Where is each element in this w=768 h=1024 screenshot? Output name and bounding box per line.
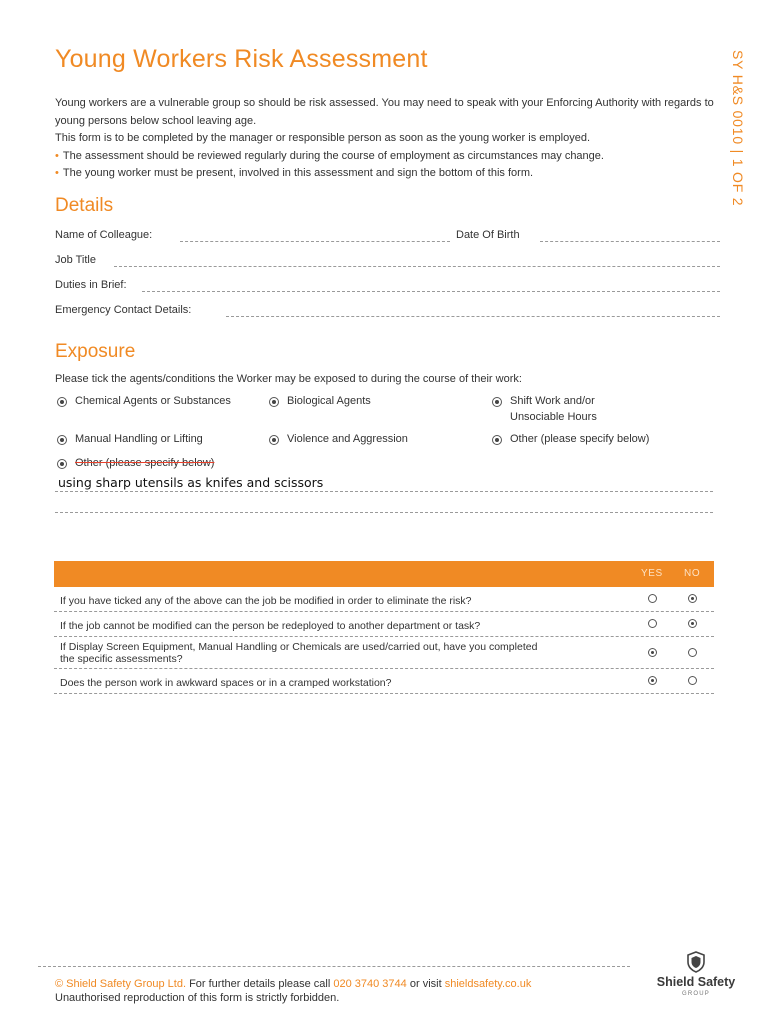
- question-2-yes-radio[interactable]: [648, 619, 657, 628]
- duties-field[interactable]: [142, 291, 720, 292]
- question-2-no-radio[interactable]: [688, 619, 697, 628]
- job-title-label: Job Title: [55, 254, 96, 266]
- question-1-yes-radio[interactable]: [648, 594, 657, 603]
- intro-line-2: This form is to be completed by the manager or responsible person as soon as the young worker is employed.: [55, 132, 590, 144]
- question-text: Does the person work in awkward spaces or in a cramped workstation?: [60, 677, 392, 689]
- intro-bullet-2: [55, 165, 715, 183]
- emergency-contact-field[interactable]: [226, 316, 720, 317]
- radio-other[interactable]: [492, 435, 502, 445]
- radio-violence-aggression[interactable]: [269, 435, 279, 445]
- exposure-heading: Exposure: [55, 341, 136, 362]
- question-row: [54, 669, 714, 694]
- document-code-text: SY H&S 0010 | 1 OF 2: [730, 50, 746, 207]
- duties-label: Duties in Brief:: [55, 279, 127, 291]
- question-row: [54, 587, 714, 612]
- radio-biological-agents[interactable]: [269, 397, 279, 407]
- questions-header: [54, 561, 714, 587]
- footer-copyright: © Shield Safety Group Ltd.: [55, 978, 187, 990]
- bullet-icon: •: [55, 149, 59, 162]
- option-other-struck: Other (please specify below): [75, 457, 215, 469]
- no-column-header: NO: [684, 568, 701, 579]
- question-3-no-radio[interactable]: [688, 648, 697, 657]
- intro-bullet-1: [55, 148, 715, 166]
- option-biological-agents: Biological Agents: [287, 395, 371, 407]
- page-title: Young Workers Risk Assessment: [55, 45, 428, 73]
- questions-table: [54, 561, 714, 694]
- radio-other-struck[interactable]: [57, 459, 67, 469]
- option-shift-work: Shift Work and/or Unsociable Hours: [510, 395, 597, 423]
- intro-text: [55, 95, 715, 183]
- document-code: [724, 50, 748, 220]
- yes-column-header: YES: [641, 568, 663, 579]
- question-row: [54, 612, 714, 637]
- radio-manual-handling[interactable]: [57, 435, 67, 445]
- intro-line-1: Young workers are a vulnerable group so should be risk assessed. You may need to speak with your Enforcing Authority with regards to young persons below school leaving age.: [55, 97, 714, 127]
- other-specify-line-1[interactable]: [55, 491, 713, 492]
- option-other: Other (please specify below): [510, 433, 650, 445]
- radio-shift-work[interactable]: [492, 397, 502, 407]
- job-title-field[interactable]: [114, 266, 720, 267]
- footer-details: For further details please call: [186, 978, 334, 990]
- option-chemical-agents: Chemical Agents or Substances: [75, 395, 231, 407]
- logo-name: Shield Safety: [656, 975, 736, 989]
- emergency-contact-label: Emergency Contact Details:: [55, 304, 192, 316]
- radio-chemical-agents[interactable]: [57, 397, 67, 407]
- question-4-yes-radio[interactable]: [648, 676, 657, 685]
- question-text: If the job cannot be modified can the person be redeployed to another department or task?: [60, 620, 481, 632]
- footer: [55, 977, 531, 1005]
- intro-bullet-2-text: The young worker must be present, involved in this assessment and sign the bottom of this form.: [62, 167, 534, 179]
- footer-notice: Unauthorised reproduction of this form is strictly forbidden.: [55, 992, 340, 1004]
- footer-divider: [38, 966, 630, 967]
- footer-website-link[interactable]: shieldsafety.co.uk: [444, 978, 532, 990]
- question-text: If Display Screen Equipment, Manual Handling or Chemicals are used/carried out, have you completed the specific assessments?: [60, 641, 538, 665]
- name-label: Name of Colleague:: [55, 229, 153, 241]
- question-3-yes-radio[interactable]: [648, 648, 657, 657]
- footer-phone[interactable]: 020 3740 3744: [333, 978, 407, 990]
- question-row: [54, 637, 714, 669]
- exposure-instruction: Please tick the agents/conditions the Worker may be exposed to during the course of their work:: [55, 373, 522, 385]
- question-text: If you have ticked any of the above can the job be modified in order to eliminate the risk?: [60, 595, 472, 607]
- company-logo: [650, 951, 742, 1001]
- question-4-no-radio[interactable]: [688, 676, 697, 685]
- bullet-icon: •: [55, 167, 59, 179]
- name-field[interactable]: [180, 241, 450, 242]
- question-1-no-radio[interactable]: [688, 594, 697, 603]
- footer-visit: or visit: [406, 978, 445, 990]
- other-specify-line-2[interactable]: [55, 512, 713, 513]
- dob-label: Date Of Birth: [456, 229, 520, 241]
- shield-icon: [686, 951, 706, 973]
- option-violence-aggression: Violence and Aggression: [287, 433, 408, 445]
- other-specify-value[interactable]: using sharp utensils as knifes and scissors: [58, 475, 324, 490]
- details-heading: Details: [55, 195, 114, 216]
- option-manual-handling: Manual Handling or Lifting: [75, 433, 203, 445]
- dob-field[interactable]: [540, 241, 720, 242]
- logo-sub: GROUP: [681, 991, 710, 997]
- intro-bullet-1-text: The assessment should be reviewed regularly during the course of employment as circumstances may change.: [62, 149, 604, 162]
